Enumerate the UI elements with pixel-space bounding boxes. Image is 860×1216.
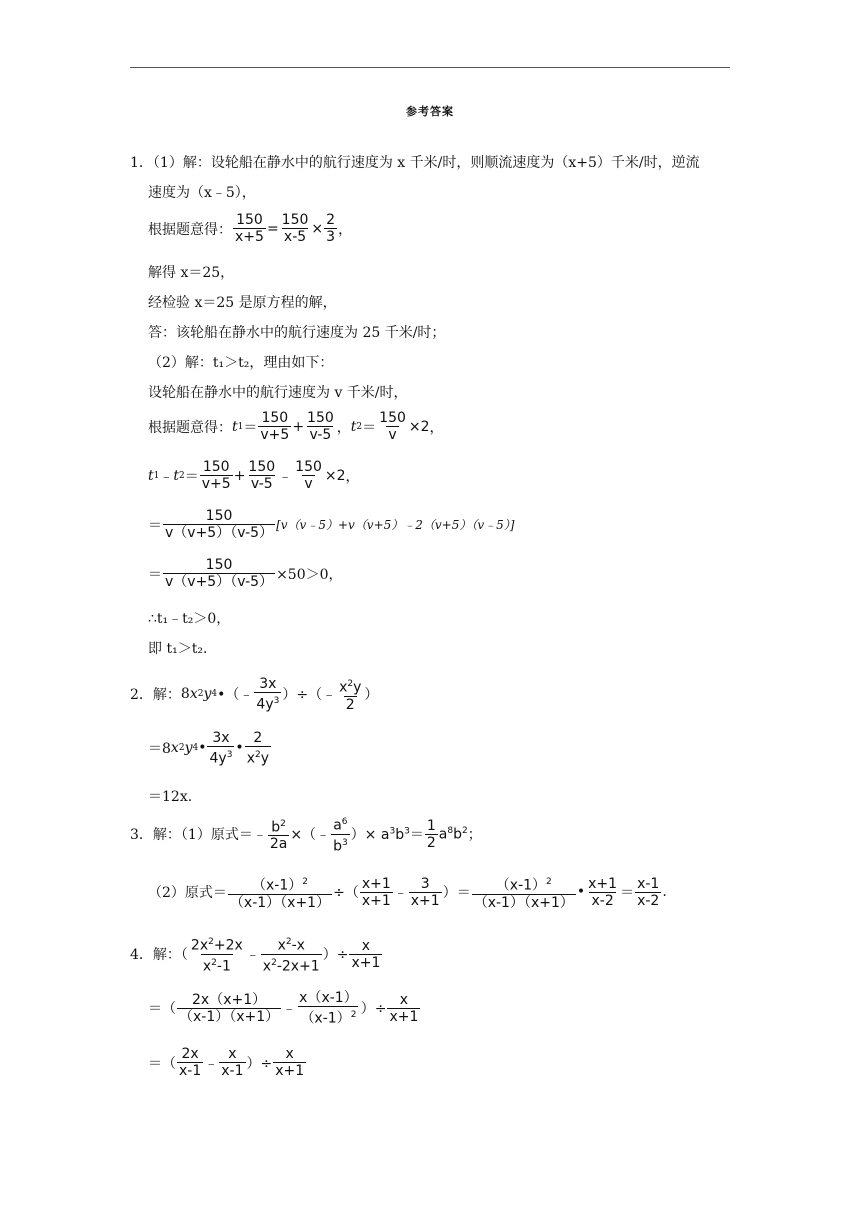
fraction: $\frac{2}{x^2y}$	[246, 730, 270, 767]
p1-line14: 即 t₁＞t₂.	[148, 641, 208, 657]
p1-line1: 1．（1）解：设轮船在静水中的航行速度为 x 千米/时，则顺流速度为（x+5）千米/时，逆流	[130, 155, 700, 171]
tail-expression: ×50＞0，	[276, 566, 343, 583]
fraction: $\frac{x}{x+1}$	[389, 991, 419, 1025]
p1-combined: ＝ $\frac{150}{v(v+5)(v-5)}$ [v（v﹣5）+v（v+5）﹣2（v+5）（v﹣5）]	[148, 508, 515, 541]
fraction: $\frac{x^2y}{2}$	[339, 679, 362, 713]
eq-prefix: 根据题意得：	[148, 221, 232, 238]
header-rule	[130, 67, 730, 68]
fraction: $\frac{x-1}{x-2}$	[637, 875, 660, 909]
fraction: $\frac{(x-1)^2}{(x-1)(x+1)}$	[229, 877, 331, 911]
p4-label: 4．解：（	[130, 947, 188, 964]
p1-line2: 速度为（x﹣5），	[148, 185, 256, 201]
fraction: $\frac{(x-1)^2}{(x-1)(x+1)}$	[473, 877, 574, 911]
eq-prefix: 根据题意得：	[148, 419, 232, 436]
fraction: $\frac{1}{2}$	[426, 817, 436, 851]
fraction: $\frac{x}{x+1}$	[351, 937, 381, 971]
p3-label2: （2）原式＝	[148, 885, 227, 902]
fraction: $\frac{a^6}{b^3}$	[333, 817, 348, 855]
fraction: $\frac{150}{v(v+5)(v-5)}$	[165, 557, 274, 590]
fraction: $\frac{150}{v-5}$	[307, 410, 334, 443]
fraction: $\frac{150}{v-5}$	[248, 459, 276, 492]
fraction: $\frac{3x}{4y^3}$	[209, 730, 233, 767]
fraction: $\frac{b^2}{2a}$	[269, 818, 288, 853]
fraction: $\frac{3x}{4y^3}$	[256, 676, 280, 713]
fraction: $\frac{2}{3}$	[326, 212, 336, 245]
fraction: $\frac{2x^2+2x}{x^2-1}$	[190, 937, 243, 975]
p2-line2: ＝8 x 2 y 4 • $\frac{3x}{4y^3}$ • $\frac{2}{x^2y}$	[148, 730, 270, 767]
fraction: $\frac{x^2-x}{x^2-2x+1}$	[262, 937, 320, 975]
p1-diff: t 1 ﹣ t 2 ＝ $\frac{150}{v+5}$ + $\frac{150}{v-5}$ ﹣ $\frac{150}{v}$ ×2 ，	[148, 459, 360, 492]
fraction: $\frac{2x}{x-1}$	[179, 1046, 202, 1079]
p1-line5: 经检验 x＝25 是原方程的解，	[148, 295, 337, 311]
p2-label: 2．解：	[130, 687, 181, 704]
bracket-expression: [v（v﹣5）+v（v+5）﹣2（v+5）（v﹣5）]	[276, 518, 515, 532]
fraction: $\frac{150}{v}$	[295, 459, 322, 492]
fraction: $\frac{x}{x+1}$	[275, 1046, 305, 1079]
fraction: $\frac{x(x-1)}{(x-1)^2}$	[299, 990, 358, 1027]
p1-simplified: ＝ $\frac{150}{v(v+5)(v-5)}$ ×50＞0，	[148, 557, 343, 590]
fraction: $\frac{150}{v}$	[379, 410, 406, 443]
fraction: $\frac{x+1}{x+1}$	[361, 875, 391, 909]
p2-result: ＝12x.	[148, 789, 193, 805]
p4-line2: ＝（ $\frac{2x(x+1)}{(x-1)(x+1)}$ ﹣ $\frac{x(x-1)}{(x-1)^2}$ ）÷ $\frac{x}{x+1}$	[148, 990, 419, 1027]
p3-label: 3．解：（1）原式＝	[130, 827, 253, 844]
p1-line6: 答：该轮船在静水中的航行速度为 25 千米/时；	[148, 325, 446, 341]
p1-line4: 解得 x＝25，	[148, 265, 235, 281]
page-title: 参考答案	[406, 105, 454, 118]
p3-line1: 3．解：（1）原式＝ ﹣ $\frac{b^2}{2a}$ ×（ ﹣ $\frac{a^6}{b^3}$ ）× $a^3b^3=$ $\frac{1}{2}$ $a^8b^2$ ；	[130, 814, 482, 854]
fraction: $\frac{x}{x-1}$	[221, 1046, 244, 1079]
fraction: $\frac{150}{v+5}$	[201, 459, 231, 492]
p1-line13: ∴t₁﹣t₂＞0，	[148, 611, 231, 627]
p2-line1: 2．解： 8 x 2 y 4 •（﹣ $\frac{3x}{4y^3}$ ）÷（﹣ $\frac{x^2y}{2}$ ）	[130, 676, 379, 713]
fraction: $\frac{150}{x-5}$	[281, 212, 309, 245]
p3-line2: （2）原式＝ $\frac{(x-1)^2}{(x-1)(x+1)}$ ÷（ $\frac{x+1}{x+1}$ ﹣ $\frac{3}{x+1}$ ）＝ $\frac{(x-1)^2}{(x-1)(x+1)}$ • $\frac{x+1}{x-2}$ ＝ $\frac{x-1}{x-2}$ .	[148, 875, 667, 911]
p4-line3: ＝（ $\frac{2x}{x-1}$ ﹣ $\frac{x}{x-1}$ ）÷ $\frac{x}{x+1}$	[148, 1046, 305, 1079]
fraction: $\frac{3}{x+1}$	[410, 875, 440, 909]
p4-line1: 4．解：（ $\frac{2x^2+2x}{x^2-1}$ ﹣ $\frac{x^2-x}{x^2-2x+1}$ ）÷ $\frac{x}{x+1}$	[130, 934, 383, 974]
fraction: $\frac{x+1}{x-2}$	[588, 875, 618, 909]
fraction: $\frac{2x(x+1)}{(x-1)(x+1)}$	[179, 991, 280, 1025]
p1-line7: （2）解：t₁＞t₂，理由如下：	[148, 355, 334, 371]
fraction: $\frac{150}{v+5}$	[260, 410, 290, 443]
p1-line8: 设轮船在静水中的航行速度为 v 千米/时，	[148, 385, 408, 401]
p1-t-equations: 根据题意得： t 1 ＝ $\frac{150}{v+5}$ + $\frac{150}{v-5}$ ， t 2 ＝ $\frac{150}{v}$ ×2 ，	[148, 410, 444, 443]
fraction: $\frac{150}{x+5}$	[235, 212, 264, 245]
fraction: $\frac{150}{v(v+5)(v-5)}$	[165, 508, 274, 541]
p1-equation: 根据题意得： $\frac{150}{x+5}$ = $\frac{150}{x-5}$ × $\frac{2}{3}$ ，	[148, 212, 353, 245]
